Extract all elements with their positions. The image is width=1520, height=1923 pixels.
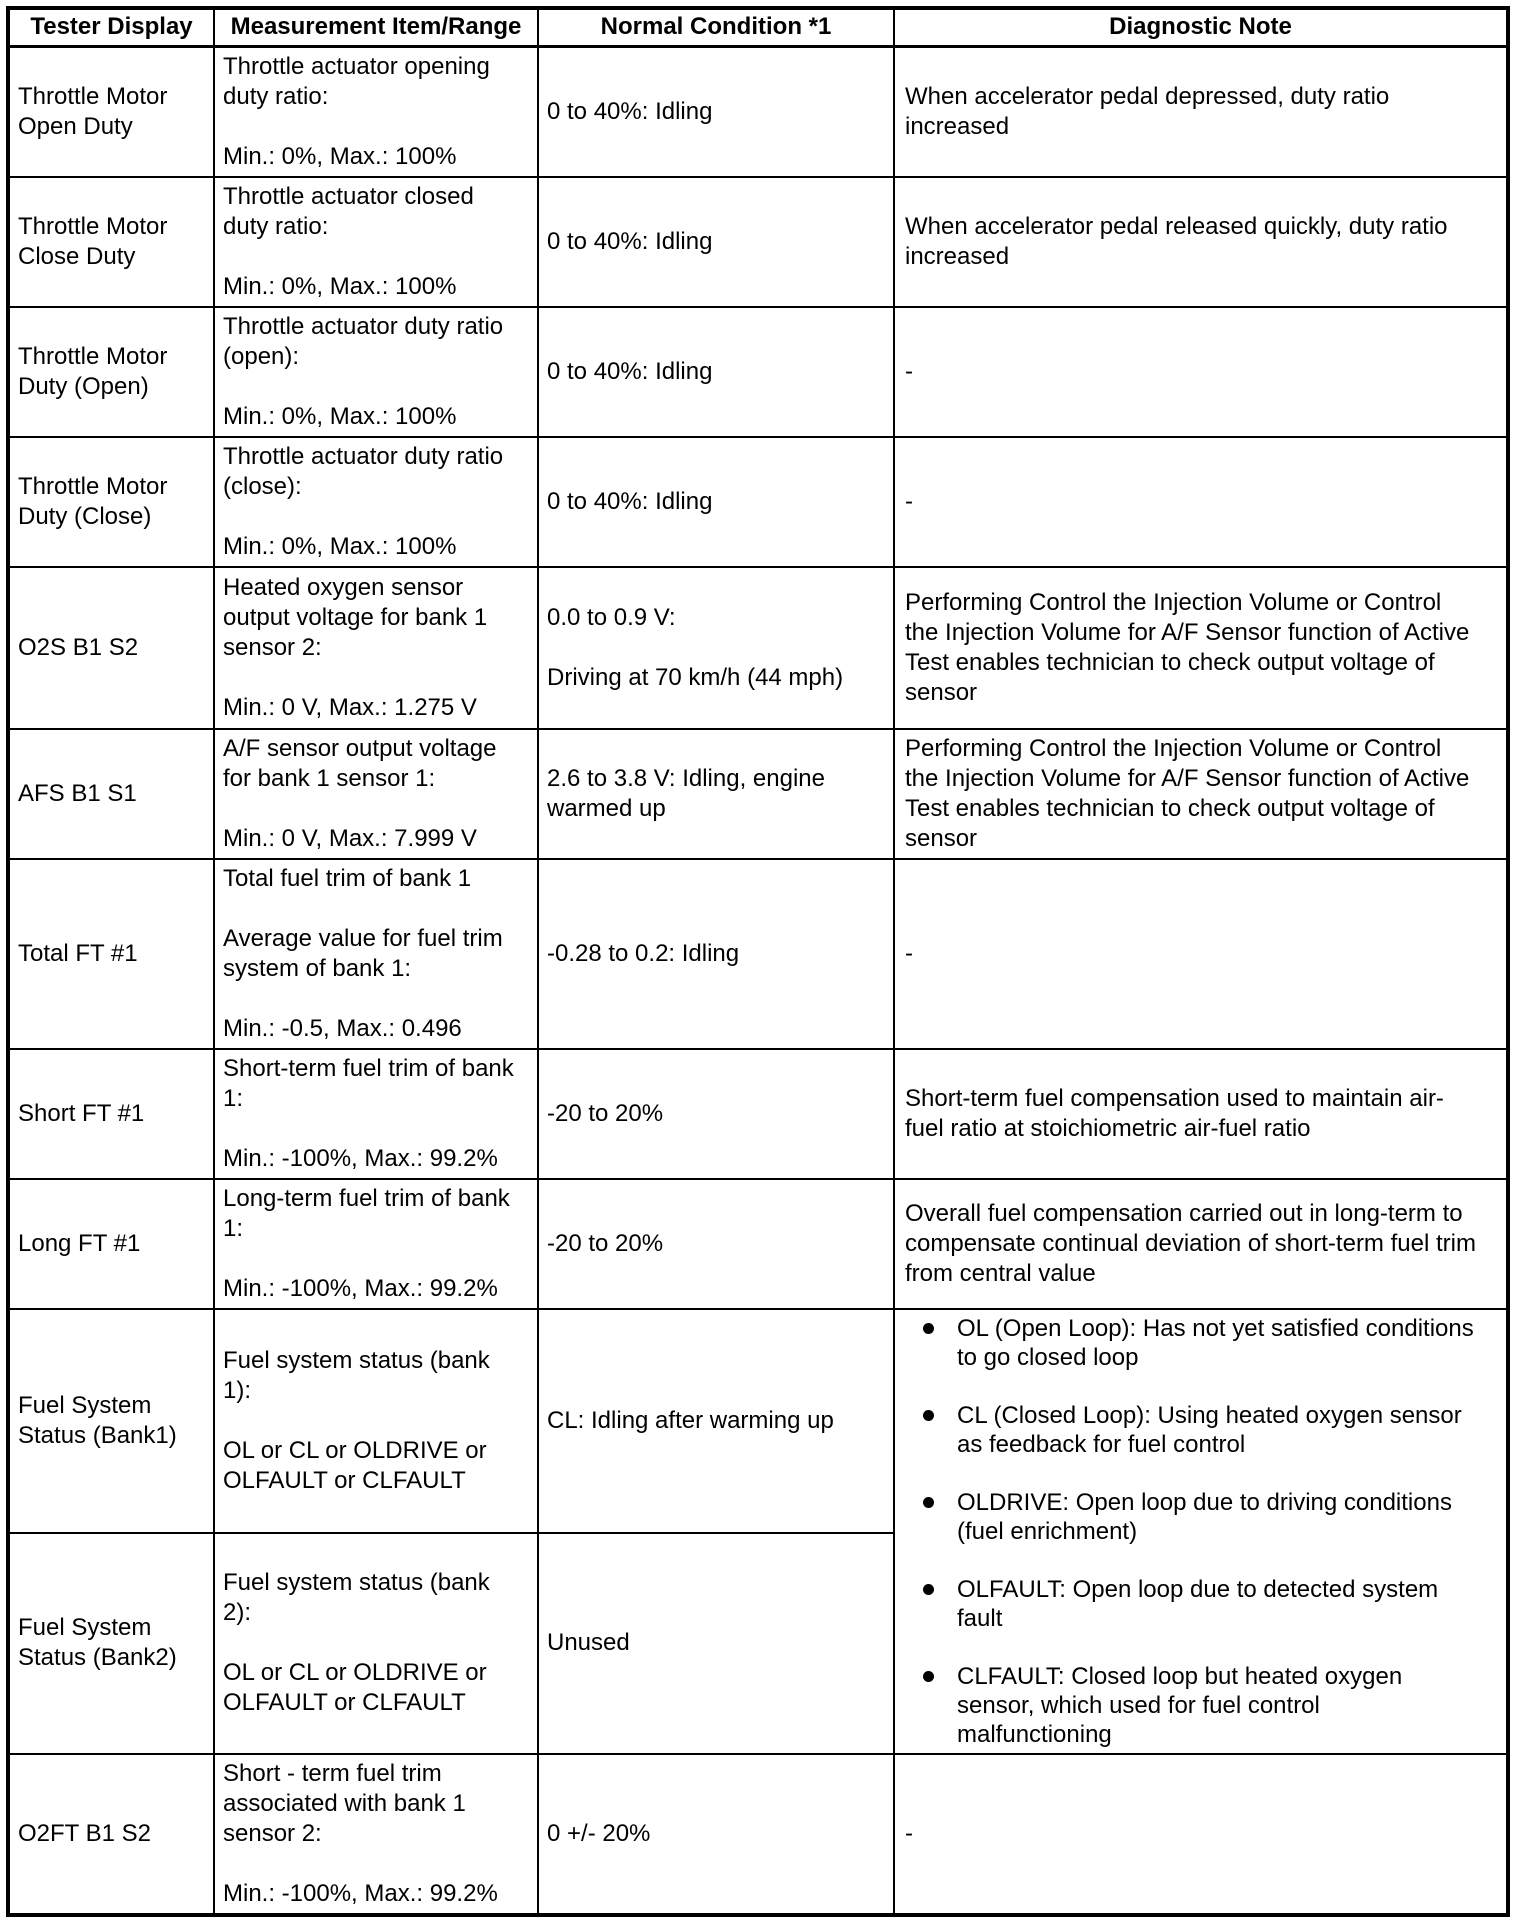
diagnostic-table xyxy=(6,6,1510,1917)
column-header-tester-display: Tester Display xyxy=(8,8,214,46)
cell-diagnostic-note xyxy=(894,1179,1508,1309)
cell-diagnostic-note xyxy=(894,1049,1508,1179)
cell-text: Min.: 0%, Max.: 100% xyxy=(223,402,457,430)
cell-text: Overall fuel compensation carried out in long-term to compensate continual deviation of short-term fuel trim from central value xyxy=(905,1199,1476,1287)
cell-text: Throttle actuator duty ratio (close): xyxy=(223,442,504,500)
cell-measurement xyxy=(214,1049,538,1179)
bullet-icon xyxy=(923,1410,934,1421)
cell-normal-condition xyxy=(538,1049,894,1179)
table-row xyxy=(8,437,1508,567)
cell-diagnostic-note xyxy=(894,1754,1508,1915)
bullet-icon xyxy=(923,1584,934,1595)
cell-diagnostic-note xyxy=(894,437,1508,567)
cell-text: Short - term fuel trim associated with bank 1 sensor 2: xyxy=(223,1759,466,1847)
cell-tester-display: Throttle Motor Duty (Open) xyxy=(8,307,214,437)
cell-diagnostic-note xyxy=(894,177,1508,307)
cell-text: Heated oxygen sensor output voltage for bank 1 sensor 2: xyxy=(223,573,488,661)
cell-text: -20 to 20% xyxy=(547,1099,664,1127)
cell-text: CL: Idling after warming up xyxy=(547,1406,834,1434)
cell-text: - xyxy=(905,487,913,515)
cell-diagnostic-note xyxy=(894,46,1508,177)
cell-measurement xyxy=(214,1533,538,1754)
table-row xyxy=(8,1049,1508,1179)
cell-measurement xyxy=(214,1179,538,1309)
cell-text: Fuel system status (bank 1): xyxy=(223,1346,490,1404)
column-header-measurement-item-range: Measurement Item/Range xyxy=(214,8,538,46)
cell-tester-display: O2S B1 S2 xyxy=(8,567,214,729)
cell-measurement xyxy=(214,1754,538,1915)
cell-text: Min.: 0%, Max.: 100% xyxy=(223,532,457,560)
cell-normal-condition xyxy=(538,1754,894,1915)
cell-normal-condition xyxy=(538,307,894,437)
cell-text: - xyxy=(905,1819,913,1847)
table-row xyxy=(8,307,1508,437)
cell-text: Average value for fuel trim system of bank 1: xyxy=(223,924,503,982)
cell-text: When accelerator pedal depressed, duty ratio increased xyxy=(905,82,1390,140)
cell-text: -20 to 20% xyxy=(547,1229,664,1257)
cell-text: 0 to 40%: Idling xyxy=(547,487,713,515)
cell-text: Throttle actuator opening duty ratio: xyxy=(223,52,490,110)
cell-tester-display: Throttle Motor Duty (Close) xyxy=(8,437,214,567)
table-row xyxy=(8,1309,1508,1533)
cell-measurement xyxy=(214,177,538,307)
cell-text: Fuel system status (bank 2): xyxy=(223,1569,490,1626)
cell-text: Long-term fuel trim of bank 1: xyxy=(223,1184,510,1242)
cell-text: 2.6 to 3.8 V: Idling, engine warmed up xyxy=(547,764,825,822)
bullet-item xyxy=(905,1314,1476,1372)
header-row xyxy=(8,8,1508,46)
bullet-item xyxy=(905,1662,1476,1749)
cell-text: Unused xyxy=(547,1629,630,1656)
bullet-item xyxy=(905,1575,1476,1633)
cell-normal-condition xyxy=(538,567,894,729)
cell-measurement xyxy=(214,46,538,177)
table-row xyxy=(8,567,1508,729)
cell-tester-display: AFS B1 S1 xyxy=(8,729,214,859)
cell-tester-display: Long FT #1 xyxy=(8,1179,214,1309)
column-header-normal-condition: Normal Condition *1 xyxy=(538,8,894,46)
cell-diagnostic-note xyxy=(894,307,1508,437)
cell-diagnostic-note xyxy=(894,567,1508,729)
cell-text: Performing Control the Injection Volume or Control the Injection Volume for A/F Sensor function of Active Test enables technician to check output voltage of sensor xyxy=(905,734,1470,852)
cell-text: Short-term fuel compensation used to maintain air-fuel ratio at stoichiometric air-fuel ratio xyxy=(905,1084,1444,1142)
cell-normal-condition xyxy=(538,729,894,859)
cell-diagnostic-note-merged xyxy=(894,1309,1508,1754)
cell-text: Total fuel trim of bank 1 xyxy=(223,864,472,892)
cell-text: - xyxy=(905,357,913,385)
bullet-text: CL (Closed Loop): Using heated oxygen sensor as feedback for fuel control xyxy=(957,1401,1462,1458)
bullet-list xyxy=(905,1314,1476,1749)
cell-text: Min.: 0%, Max.: 100% xyxy=(223,272,457,300)
table-row xyxy=(8,729,1508,859)
cell-normal-condition xyxy=(538,1179,894,1309)
cell-tester-display: Total FT #1 xyxy=(8,859,214,1049)
cell-normal-condition xyxy=(538,1309,894,1533)
cell-normal-condition xyxy=(538,46,894,177)
cell-tester-display: O2FT B1 S2 xyxy=(8,1754,214,1915)
cell-text: -0.28 to 0.2: Idling xyxy=(547,939,740,967)
cell-text: OL or CL or OLDRIVE or OLFAULT or CLFAULT xyxy=(223,1659,487,1716)
cell-measurement xyxy=(214,859,538,1049)
bullet-item xyxy=(905,1401,1476,1459)
cell-tester-display: Fuel System Status (Bank1) xyxy=(8,1309,214,1533)
cell-text: When accelerator pedal released quickly, duty ratio increased xyxy=(905,212,1448,270)
cell-text: - xyxy=(905,939,913,967)
cell-text: 0 +/- 20% xyxy=(547,1819,651,1847)
cell-text: Throttle actuator closed duty ratio: xyxy=(223,182,474,240)
cell-text: 0 to 40%: Idling xyxy=(547,227,713,255)
cell-diagnostic-note xyxy=(894,859,1508,1049)
cell-measurement xyxy=(214,729,538,859)
cell-text: 0 to 40%: Idling xyxy=(547,97,713,125)
cell-text: Min.: -100%, Max.: 99.2% xyxy=(223,1274,498,1302)
cell-text: OL or CL or OLDRIVE or OLFAULT or CLFAULT xyxy=(223,1436,487,1494)
bullet-item xyxy=(905,1488,1476,1546)
cell-diagnostic-note xyxy=(894,729,1508,859)
cell-normal-condition xyxy=(538,859,894,1049)
bullet-text: OLDRIVE: Open loop due to driving conditions (fuel enrichment) xyxy=(957,1488,1452,1545)
table-row xyxy=(8,177,1508,307)
cell-measurement xyxy=(214,567,538,729)
bullet-text: CLFAULT: Closed loop but heated oxygen sensor, which used for fuel control malfunctioning xyxy=(957,1662,1403,1748)
cell-text: Short-term fuel trim of bank 1: xyxy=(223,1054,514,1112)
cell-text: A/F sensor output voltage for bank 1 sensor 1: xyxy=(223,734,497,792)
cell-text: Min.: 0 V, Max.: 1.275 V xyxy=(223,693,477,721)
table-row xyxy=(8,1754,1508,1915)
cell-measurement xyxy=(214,437,538,567)
cell-normal-condition xyxy=(538,437,894,567)
cell-text: Performing Control the Injection Volume or Control the Injection Volume for A/F Sensor function of Active Test enables technician to check output voltage of sensor xyxy=(905,588,1470,706)
cell-text: Min.: -100%, Max.: 99.2% xyxy=(223,1144,498,1172)
cell-measurement xyxy=(214,307,538,437)
cell-tester-display: Short FT #1 xyxy=(8,1049,214,1179)
cell-text: Min.: -100%, Max.: 99.2% xyxy=(223,1879,498,1907)
cell-normal-condition xyxy=(538,1533,894,1754)
cell-tester-display: Throttle Motor Open Duty xyxy=(8,46,214,177)
table-row xyxy=(8,1179,1508,1309)
bullet-icon xyxy=(923,1323,934,1334)
table-row xyxy=(8,859,1508,1049)
cell-text: 0 to 40%: Idling xyxy=(547,357,713,385)
cell-text: 0.0 to 0.9 V: xyxy=(547,603,676,631)
cell-text: Min.: 0%, Max.: 100% xyxy=(223,142,457,170)
cell-text: Min.: -0.5, Max.: 0.496 xyxy=(223,1014,462,1042)
cell-normal-condition xyxy=(538,177,894,307)
cell-text: Throttle actuator duty ratio (open): xyxy=(223,312,504,370)
bullet-text: OL (Open Loop): Has not yet satisfied conditions to go closed loop xyxy=(957,1314,1474,1371)
cell-text: Driving at 70 km/h (44 mph) xyxy=(547,663,844,691)
cell-text: Min.: 0 V, Max.: 7.999 V xyxy=(223,824,477,852)
table-row xyxy=(8,46,1508,177)
cell-measurement xyxy=(214,1309,538,1533)
column-header-diagnostic-note: Diagnostic Note xyxy=(894,8,1508,46)
bullet-icon xyxy=(923,1671,934,1682)
bullet-icon xyxy=(923,1497,934,1508)
cell-tester-display: Fuel System Status (Bank2) xyxy=(8,1533,214,1754)
bullet-text: OLFAULT: Open loop due to detected system fault xyxy=(957,1575,1439,1632)
cell-tester-display: Throttle Motor Close Duty xyxy=(8,177,214,307)
